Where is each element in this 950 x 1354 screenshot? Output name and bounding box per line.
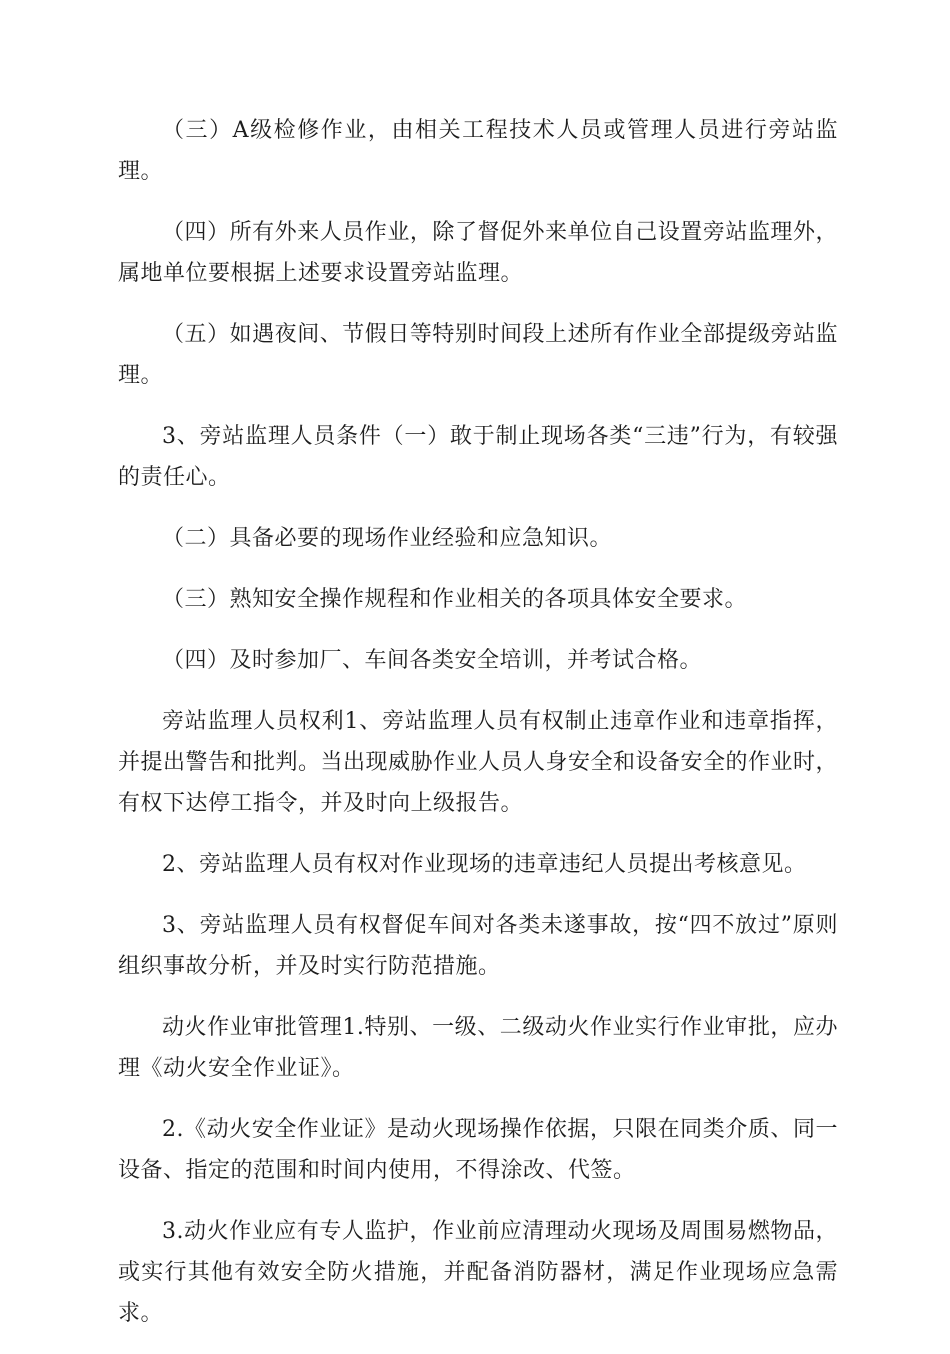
paragraph-3: （五）如遇夜间、节假日等特别时间段上述所有作业全部提级旁站监理。 [118,322,838,388]
paragraph-7: （四）及时参加厂、车间各类安全培训，并考试合格。 [162,648,703,673]
paragraph-1: （三）A级检修作业，由相关工程技术人员或管理人员进行旁站监理。 [118,118,838,184]
paragraph-6: （三）熟知安全操作规程和作业相关的各项具体安全要求。 [162,587,748,612]
paragraph-13: 3.动火作业应有专人监护，作业前应清理动火现场及周围易燃物品，或实行其他有效安全防火措施，并配备消防器材，满足作业现场应急需求。 [118,1219,838,1326]
paragraph-5: （二）具备必要的现场作业经验和应急知识。 [162,526,613,551]
paragraph-2: （四）所有外来人员作业，除了督促外来单位自己设置旁站监理外，属地单位要根据上述要求设置旁站监理。 [118,220,838,286]
paragraph-12: 2.《动火安全作业证》是动火现场操作依据，只限在同类介质、同一设备、指定的范围和时间内使用，不得涂改、代签。 [118,1117,838,1183]
paragraph-11: 动火作业审批管理1.特别、一级、二级动火作业实行作业审批，应办理《动火安全作业证》。 [118,1015,838,1081]
paragraph-4: 3、旁站监理人员条件（一）敢于制止现场各类“三违”行为，有较强的责任心。 [118,424,838,490]
paragraph-10: 3、旁站监理人员有权督促车间对各类未遂事故，按“四不放过”原则组织事故分析，并及时实行防范措施。 [118,913,838,979]
document-body [118,110,838,1354]
paragraph-9: 2、旁站监理人员有权对作业现场的违章违纪人员提出考核意见。 [162,852,807,877]
paragraph-8: 旁站监理人员权利1、旁站监理人员有权制止违章作业和违章指挥，并提出警告和批判。当出现威胁作业人员人身安全和设备安全的作业时，有权下达停工指令，并及时向上级报告。 [118,709,839,816]
